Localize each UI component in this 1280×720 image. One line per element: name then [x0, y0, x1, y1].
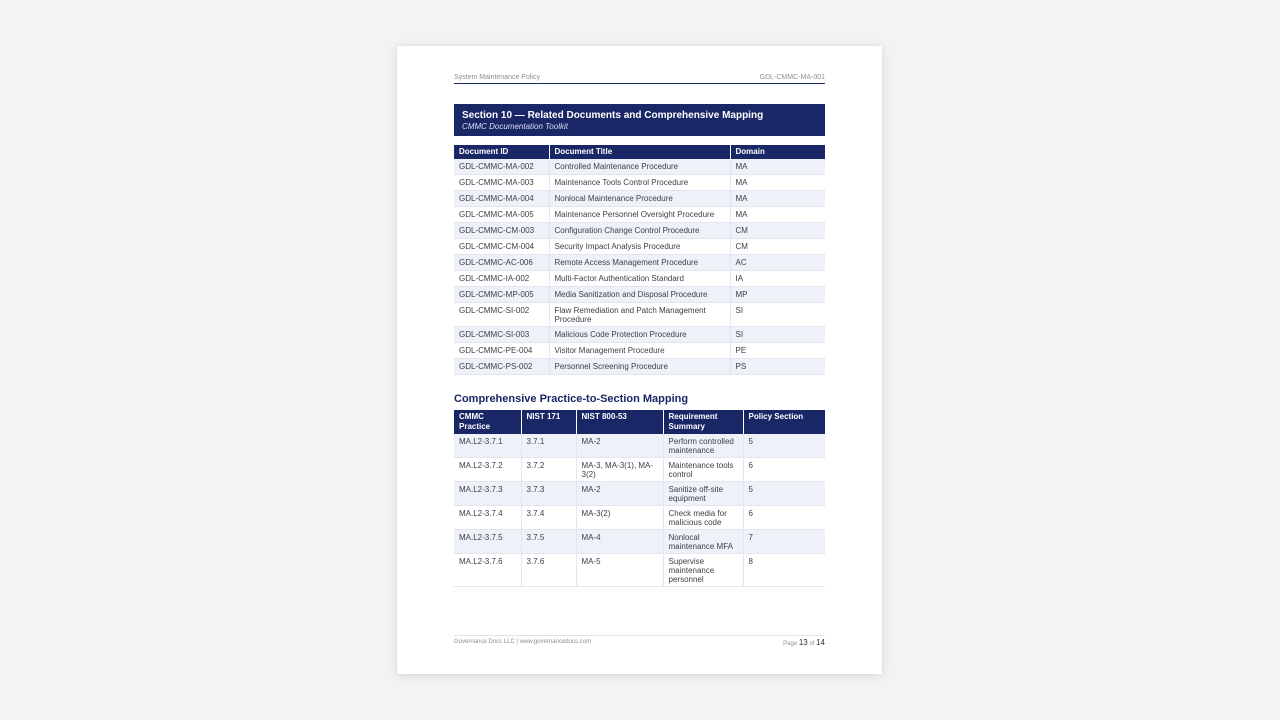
table-row: [454, 343, 825, 359]
column-header: NIST 171: [521, 410, 576, 434]
document-title-cell: Maintenance Tools Control Procedure: [549, 175, 730, 191]
column-header: Requirement Summary: [663, 410, 743, 434]
table-row: [454, 530, 825, 554]
table-row: [454, 175, 825, 191]
table-row: [454, 359, 825, 375]
table-row: [454, 482, 825, 506]
cmmc-practice-cell: MA.L2-3.7.3: [454, 482, 521, 506]
document-id-cell: GDL-CMMC-AC-006: [454, 255, 549, 271]
table-row: [454, 327, 825, 343]
nist-171-cell: 3.7.6: [521, 554, 576, 587]
cmmc-practice-cell: MA.L2-3.7.2: [454, 458, 521, 482]
document-title-cell: Personnel Screening Procedure: [549, 359, 730, 375]
document-title-cell: Multi-Factor Authentication Standard: [549, 271, 730, 287]
policy-section-cell: 8: [743, 554, 825, 587]
requirement-summary-cell: Nonlocal maintenance MFA: [663, 530, 743, 554]
document-id-cell: GDL-CMMC-PS-002: [454, 359, 549, 375]
document-title-cell: Controlled Maintenance Procedure: [549, 159, 730, 175]
cmmc-practice-cell: MA.L2-3.7.6: [454, 554, 521, 587]
table-row: [454, 159, 825, 175]
document-title-cell: Visitor Management Procedure: [549, 343, 730, 359]
current-page-number: 13: [798, 638, 808, 647]
requirement-summary-cell: Supervise maintenance personnel: [663, 554, 743, 587]
page-label: Page: [783, 641, 798, 647]
nist-800-53-cell: MA-3, MA-3(1), MA-3(2): [576, 458, 663, 482]
nist-171-cell: 3.7.1: [521, 434, 576, 458]
column-header: Document Title: [549, 145, 730, 159]
nist-800-53-cell: MA-3(2): [576, 506, 663, 530]
requirement-summary-cell: Check media for malicious code: [663, 506, 743, 530]
nist-171-cell: 3.7.3: [521, 482, 576, 506]
document-id-cell: GDL-CMMC-PE-004: [454, 343, 549, 359]
table-row: [454, 287, 825, 303]
document-id-cell: GDL-CMMC-SI-003: [454, 327, 549, 343]
footer-company: Governance Docs LLC | www.governancedocs.com: [454, 639, 591, 645]
table-header-row: [454, 410, 825, 434]
document-id-cell: GDL-CMMC-MA-005: [454, 207, 549, 223]
document-title-cell: Configuration Change Control Procedure: [549, 223, 730, 239]
nist-800-53-cell: MA-5: [576, 554, 663, 587]
domain-cell: PE: [730, 343, 825, 359]
header-document-title: System Maintenance Policy: [454, 74, 540, 81]
related-documents-table: [454, 145, 825, 375]
section-title: Section 10 — Related Documents and Comprehensive Mapping: [462, 110, 764, 121]
domain-cell: SI: [730, 303, 825, 327]
table-row: [454, 223, 825, 239]
domain-cell: CM: [730, 223, 825, 239]
document-id-cell: GDL-CMMC-CM-004: [454, 239, 549, 255]
nist-800-53-cell: MA-2: [576, 482, 663, 506]
document-id-cell: GDL-CMMC-MA-003: [454, 175, 549, 191]
header-document-id: GDL-CMMC-MA-001: [759, 74, 825, 81]
document-title-cell: Media Sanitization and Disposal Procedure: [549, 287, 730, 303]
document-title-cell: Security Impact Analysis Procedure: [549, 239, 730, 255]
cmmc-practice-cell: MA.L2-3.7.1: [454, 434, 521, 458]
document-title-cell: Maintenance Personnel Oversight Procedure: [549, 207, 730, 223]
domain-cell: AC: [730, 255, 825, 271]
policy-section-cell: 5: [743, 482, 825, 506]
document-page: [397, 46, 882, 674]
of-label: of: [809, 641, 815, 647]
table-row: [454, 458, 825, 482]
page-footer: [454, 635, 825, 649]
table-row: [454, 303, 825, 327]
domain-cell: SI: [730, 327, 825, 343]
domain-cell: CM: [730, 239, 825, 255]
document-title-cell: Malicious Code Protection Procedure: [549, 327, 730, 343]
table-row: [454, 191, 825, 207]
nist-800-53-cell: MA-2: [576, 434, 663, 458]
total-page-number: 14: [816, 638, 825, 647]
domain-cell: PS: [730, 359, 825, 375]
table-row: [454, 271, 825, 287]
running-header: [454, 73, 825, 84]
nist-171-cell: 3.7.5: [521, 530, 576, 554]
document-title-cell: Remote Access Management Procedure: [549, 255, 730, 271]
column-header: Domain: [730, 145, 825, 159]
mapping-heading: Comprehensive Practice-to-Section Mapping: [454, 393, 689, 405]
policy-section-cell: 6: [743, 458, 825, 482]
document-id-cell: GDL-CMMC-CM-003: [454, 223, 549, 239]
page-number: [783, 638, 825, 649]
domain-cell: IA: [730, 271, 825, 287]
document-id-cell: GDL-CMMC-SI-002: [454, 303, 549, 327]
requirement-summary-cell: Maintenance tools control: [663, 458, 743, 482]
requirement-summary-cell: Sanitize off-site equipment: [663, 482, 743, 506]
table-header-row: [454, 145, 825, 159]
document-id-cell: GDL-CMMC-MA-004: [454, 191, 549, 207]
document-title-cell: Flaw Remediation and Patch Management Procedure: [549, 303, 730, 327]
section-subtitle: CMMC Documentation Toolkit: [462, 122, 568, 131]
document-title-cell: Nonlocal Maintenance Procedure: [549, 191, 730, 207]
table-row: [454, 434, 825, 458]
nist-800-53-cell: MA-4: [576, 530, 663, 554]
domain-cell: MP: [730, 287, 825, 303]
nist-171-cell: 3.7.4: [521, 506, 576, 530]
column-header: Document ID: [454, 145, 549, 159]
column-header: NIST 800-53: [576, 410, 663, 434]
nist-171-cell: 3.7.2: [521, 458, 576, 482]
section-banner: [454, 104, 825, 136]
domain-cell: MA: [730, 159, 825, 175]
table-row: [454, 506, 825, 530]
column-header: Policy Section: [743, 410, 825, 434]
page-content: [454, 73, 825, 587]
domain-cell: MA: [730, 191, 825, 207]
practice-mapping-table: [454, 410, 825, 587]
policy-section-cell: 5: [743, 434, 825, 458]
column-header: CMMC Practice: [454, 410, 521, 434]
table-row: [454, 255, 825, 271]
policy-section-cell: 6: [743, 506, 825, 530]
requirement-summary-cell: Perform controlled maintenance: [663, 434, 743, 458]
cmmc-practice-cell: MA.L2-3.7.5: [454, 530, 521, 554]
cmmc-practice-cell: MA.L2-3.7.4: [454, 506, 521, 530]
table-row: [454, 239, 825, 255]
domain-cell: MA: [730, 207, 825, 223]
domain-cell: MA: [730, 175, 825, 191]
document-id-cell: GDL-CMMC-MA-002: [454, 159, 549, 175]
document-id-cell: GDL-CMMC-MP-005: [454, 287, 549, 303]
policy-section-cell: 7: [743, 530, 825, 554]
document-id-cell: GDL-CMMC-IA-002: [454, 271, 549, 287]
table-row: [454, 554, 825, 587]
table-row: [454, 207, 825, 223]
